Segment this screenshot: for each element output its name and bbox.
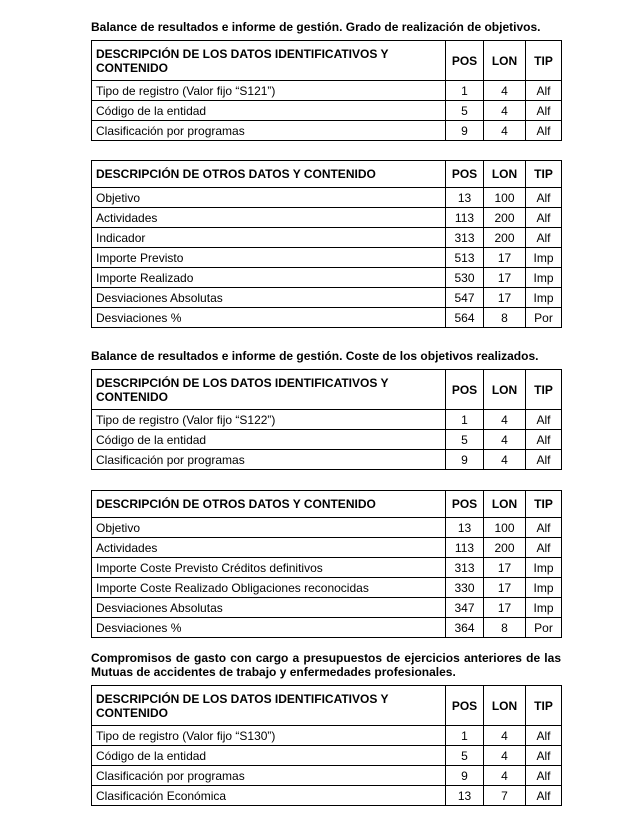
table-row: [92, 578, 562, 598]
table-row: [92, 430, 562, 450]
cell-desc: Importe Coste Previsto Créditos definitivos: [92, 558, 446, 578]
cell-pos: 330: [446, 578, 484, 598]
s1-identification-table: [91, 40, 562, 141]
cell-pos: 530: [446, 268, 484, 288]
header-lon: LON: [484, 161, 526, 188]
section-3-heading: Compromisos de gasto con cargo a presupuestos de ejercicios anteriores de las Mutuas de accidentes de trabajo y enfermedades profesionales.: [91, 651, 561, 679]
header-desc: DESCRIPCIÓN DE LOS DATOS IDENTIFICATIVOS Y CONTENIDO: [92, 41, 446, 81]
cell-desc: Importe Coste Realizado Obligaciones reconocidas: [92, 578, 446, 598]
header-pos: POS: [446, 41, 484, 81]
cell-tip: Alf: [526, 786, 562, 806]
cell-tip: Imp: [526, 248, 562, 268]
table-row: [92, 558, 562, 578]
s3-identification-table: [91, 685, 562, 806]
header-desc: DESCRIPCIÓN DE LOS DATOS IDENTIFICATIVOS Y CONTENIDO: [92, 686, 446, 726]
cell-pos: 13: [446, 518, 484, 538]
cell-desc: Tipo de registro (Valor fijo “S121”): [92, 81, 446, 101]
table-row: [92, 766, 562, 786]
header-pos: POS: [446, 370, 484, 410]
cell-desc: Importe Previsto: [92, 248, 446, 268]
cell-pos: 347: [446, 598, 484, 618]
header-tip: TIP: [526, 491, 562, 518]
cell-tip: Imp: [526, 268, 562, 288]
cell-tip: Alf: [526, 188, 562, 208]
s1-other-data-table: [91, 160, 562, 328]
cell-pos: 113: [446, 208, 484, 228]
cell-lon: 4: [484, 121, 526, 141]
section-1-heading: Balance de resultados e informe de gestión. Grado de realización de objetivos.: [91, 20, 541, 34]
s2-other-data-table: [91, 490, 562, 638]
cell-pos: 5: [446, 101, 484, 121]
header-desc: DESCRIPCIÓN DE LOS DATOS IDENTIFICATIVOS Y CONTENIDO: [92, 370, 446, 410]
table-row: [92, 308, 562, 328]
cell-tip: Alf: [526, 538, 562, 558]
cell-pos: 9: [446, 766, 484, 786]
cell-pos: 364: [446, 618, 484, 638]
cell-pos: 547: [446, 288, 484, 308]
header-lon: LON: [484, 41, 526, 81]
cell-lon: 7: [484, 786, 526, 806]
cell-lon: 4: [484, 726, 526, 746]
cell-tip: Alf: [526, 450, 562, 470]
cell-lon: 8: [484, 618, 526, 638]
cell-desc: Actividades: [92, 538, 446, 558]
cell-pos: 313: [446, 228, 484, 248]
cell-pos: 313: [446, 558, 484, 578]
cell-lon: 4: [484, 410, 526, 430]
cell-tip: Alf: [526, 746, 562, 766]
cell-desc: Clasificación por programas: [92, 121, 446, 141]
cell-tip: Alf: [526, 121, 562, 141]
cell-desc: Código de la entidad: [92, 746, 446, 766]
table-row: [92, 746, 562, 766]
header-pos: POS: [446, 491, 484, 518]
cell-desc: Indicador: [92, 228, 446, 248]
cell-desc: Clasificación por programas: [92, 450, 446, 470]
table-row: [92, 228, 562, 248]
cell-desc: Desviaciones %: [92, 618, 446, 638]
cell-tip: Alf: [526, 766, 562, 786]
header-lon: LON: [484, 686, 526, 726]
cell-desc: Tipo de registro (Valor fijo “S122”): [92, 410, 446, 430]
cell-desc: Desviaciones Absolutas: [92, 288, 446, 308]
cell-lon: 4: [484, 101, 526, 121]
cell-lon: 4: [484, 450, 526, 470]
cell-desc: Código de la entidad: [92, 430, 446, 450]
cell-lon: 17: [484, 598, 526, 618]
cell-pos: 5: [446, 430, 484, 450]
cell-lon: 4: [484, 746, 526, 766]
table-row: [92, 248, 562, 268]
cell-tip: Alf: [526, 430, 562, 450]
table-row: [92, 786, 562, 806]
cell-desc: Desviaciones Absolutas: [92, 598, 446, 618]
header-tip: TIP: [526, 370, 562, 410]
cell-pos: 113: [446, 538, 484, 558]
table-row: [92, 518, 562, 538]
header-desc: DESCRIPCIÓN DE OTROS DATOS Y CONTENIDO: [92, 161, 446, 188]
table-row: [92, 450, 562, 470]
cell-lon: 4: [484, 430, 526, 450]
cell-pos: 513: [446, 248, 484, 268]
cell-tip: Por: [526, 308, 562, 328]
cell-lon: 17: [484, 558, 526, 578]
cell-lon: 4: [484, 766, 526, 786]
cell-lon: 100: [484, 188, 526, 208]
table-header-row: [92, 41, 562, 81]
section-2-heading: Balance de resultados e informe de gestión. Coste de los objetivos realizados.: [91, 349, 539, 363]
cell-lon: 17: [484, 248, 526, 268]
cell-tip: Alf: [526, 208, 562, 228]
cell-lon: 17: [484, 268, 526, 288]
cell-tip: Alf: [526, 81, 562, 101]
table-row: [92, 618, 562, 638]
cell-tip: Alf: [526, 518, 562, 538]
header-pos: POS: [446, 686, 484, 726]
cell-pos: 13: [446, 786, 484, 806]
header-desc: DESCRIPCIÓN DE OTROS DATOS Y CONTENIDO: [92, 491, 446, 518]
table-row: [92, 188, 562, 208]
cell-desc: Tipo de registro (Valor fijo “S130”): [92, 726, 446, 746]
table-row: [92, 101, 562, 121]
table-row: [92, 598, 562, 618]
table-header-row: [92, 686, 562, 726]
cell-pos: 5: [446, 746, 484, 766]
cell-lon: 8: [484, 308, 526, 328]
cell-lon: 200: [484, 208, 526, 228]
cell-desc: Objetivo: [92, 518, 446, 538]
cell-tip: Imp: [526, 578, 562, 598]
cell-lon: 17: [484, 578, 526, 598]
cell-pos: 564: [446, 308, 484, 328]
table-row: [92, 268, 562, 288]
table-row: [92, 208, 562, 228]
cell-lon: 4: [484, 81, 526, 101]
cell-desc: Actividades: [92, 208, 446, 228]
header-lon: LON: [484, 370, 526, 410]
cell-lon: 100: [484, 518, 526, 538]
header-tip: TIP: [526, 41, 562, 81]
s2-identification-table: [91, 369, 562, 470]
cell-tip: Por: [526, 618, 562, 638]
table-row: [92, 410, 562, 430]
cell-tip: Alf: [526, 101, 562, 121]
cell-desc: Importe Realizado: [92, 268, 446, 288]
table-row: [92, 121, 562, 141]
cell-desc: Desviaciones %: [92, 308, 446, 328]
cell-pos: 1: [446, 726, 484, 746]
table-row: [92, 81, 562, 101]
cell-pos: 9: [446, 121, 484, 141]
cell-pos: 1: [446, 410, 484, 430]
cell-desc: Código de la entidad: [92, 101, 446, 121]
cell-lon: 17: [484, 288, 526, 308]
cell-desc: Clasificación Económica: [92, 786, 446, 806]
cell-tip: Alf: [526, 726, 562, 746]
header-lon: LON: [484, 491, 526, 518]
table-header-row: [92, 491, 562, 518]
cell-pos: 1: [446, 81, 484, 101]
cell-lon: 200: [484, 538, 526, 558]
cell-lon: 200: [484, 228, 526, 248]
cell-tip: Imp: [526, 288, 562, 308]
table-row: [92, 538, 562, 558]
cell-tip: Alf: [526, 228, 562, 248]
table-row: [92, 726, 562, 746]
table-header-row: [92, 161, 562, 188]
cell-pos: 9: [446, 450, 484, 470]
header-tip: TIP: [526, 161, 562, 188]
cell-tip: Imp: [526, 598, 562, 618]
cell-pos: 13: [446, 188, 484, 208]
cell-desc: Objetivo: [92, 188, 446, 208]
cell-desc: Clasificación por programas: [92, 766, 446, 786]
header-pos: POS: [446, 161, 484, 188]
table-row: [92, 288, 562, 308]
cell-tip: Alf: [526, 410, 562, 430]
table-header-row: [92, 370, 562, 410]
header-tip: TIP: [526, 686, 562, 726]
cell-tip: Imp: [526, 558, 562, 578]
